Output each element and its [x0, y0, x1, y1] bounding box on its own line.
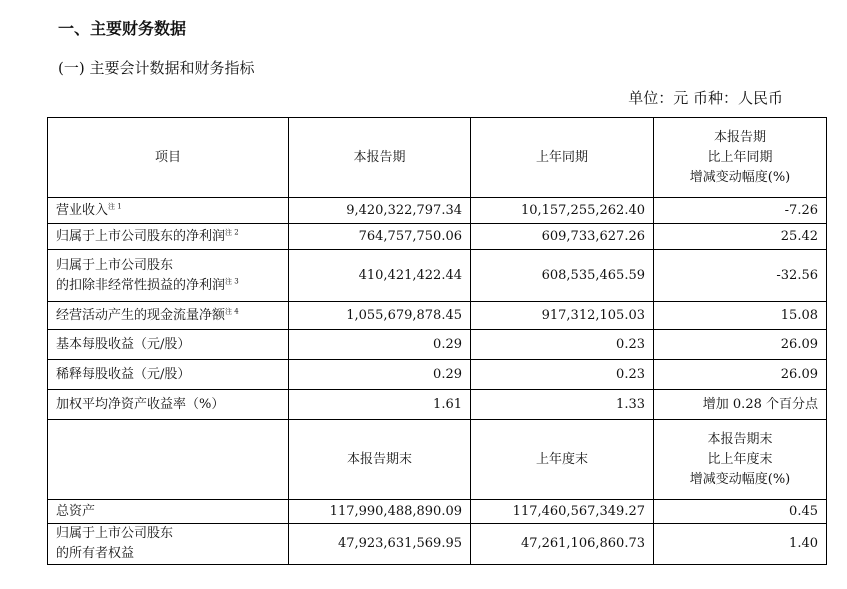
table-row: [48, 524, 827, 565]
row-change-value: 0.45: [654, 500, 827, 524]
row-prior-value: 47,261,106,860.73: [471, 524, 654, 565]
table-row: [48, 198, 827, 224]
row-current-value: 1,055,679,878.45: [289, 302, 471, 330]
financial-data-table: [47, 117, 827, 565]
header-change-line3: 增减变动幅度(%): [689, 169, 791, 185]
unit-currency-note: 单位：元 币种：人民币: [628, 89, 783, 107]
row-change-value: 26.09: [654, 360, 827, 390]
row-label: 加权平均净资产收益率（%）: [48, 390, 289, 420]
header-change-line1: 本报告期: [713, 129, 766, 145]
row-current-value: 764,757,750.06: [289, 224, 471, 250]
table-row: [48, 224, 827, 250]
row-change-value: -7.26: [654, 198, 827, 224]
row-current-value: 0.29: [289, 330, 471, 360]
row-label: 营业收入$^{注 1}$: [48, 198, 289, 224]
header-change-end-line3: 增减变动幅度(%): [689, 471, 791, 487]
table-row: [48, 390, 827, 420]
row-label: 总资产: [48, 500, 289, 524]
row-current-value: 9,420,322,797.34: [289, 198, 471, 224]
section-heading: 一、主要财务数据: [58, 19, 187, 38]
row-current-value: 1.61: [289, 390, 471, 420]
header-change-end-line2: 比上年度末: [707, 451, 773, 467]
row-prior-value: 10,157,255,262.40: [471, 198, 654, 224]
row-change-value: 1.40: [654, 524, 827, 565]
header-prior-year-end: 上年度末: [471, 420, 654, 500]
row-prior-value: 608,535,465.59: [471, 250, 654, 302]
row-label: 经营活动产生的现金流量净额$^{注 4}$: [48, 302, 289, 330]
row-label: 基本每股收益（元/股）: [48, 330, 289, 360]
subsection-heading: (一) 主要会计数据和财务指标: [58, 59, 255, 77]
row-prior-value: 0.23: [471, 330, 654, 360]
row-prior-value: 117,460,567,349.27: [471, 500, 654, 524]
table-header-row: [48, 420, 827, 500]
table-row: [48, 500, 827, 524]
row-label: 归属于上市公司股东 的扣除非经常性损益的净利润$^{注 3}$: [48, 250, 289, 302]
table-row: [48, 360, 827, 390]
header-prior-period: 上年同期: [471, 118, 654, 198]
header-change-end: [654, 420, 827, 500]
row-prior-value: 917,312,105.03: [471, 302, 654, 330]
row-current-value: 410,421,422.44: [289, 250, 471, 302]
header-current-period: 本报告期: [289, 118, 471, 198]
table-header-row: [48, 118, 827, 198]
header-blank-cell: [48, 420, 289, 500]
row-label: 归属于上市公司股东 的所有者权益: [48, 524, 289, 565]
row-change-value: 25.42: [654, 224, 827, 250]
row-change-value: 26.09: [654, 330, 827, 360]
row-change-value: 增加 0.28 个百分点: [654, 390, 827, 420]
table-row: [48, 302, 827, 330]
table-row: [48, 250, 827, 302]
row-label: 稀释每股收益（元/股）: [48, 360, 289, 390]
header-change-end-line1: 本报告期末: [707, 431, 773, 447]
row-prior-value: 1.33: [471, 390, 654, 420]
row-change-value: 15.08: [654, 302, 827, 330]
header-change: [654, 118, 827, 198]
header-change-line2: 比上年同期: [707, 149, 773, 165]
table-row: [48, 330, 827, 360]
row-current-value: 0.29: [289, 360, 471, 390]
row-prior-value: 609,733,627.26: [471, 224, 654, 250]
header-item: 项目: [48, 118, 289, 198]
row-label: 归属于上市公司股东的净利润$^{注 2}$: [48, 224, 289, 250]
row-change-value: -32.56: [654, 250, 827, 302]
row-current-value: 47,923,631,569.95: [289, 524, 471, 565]
header-period-end: 本报告期末: [289, 420, 471, 500]
row-current-value: 117,990,488,890.09: [289, 500, 471, 524]
row-prior-value: 0.23: [471, 360, 654, 390]
